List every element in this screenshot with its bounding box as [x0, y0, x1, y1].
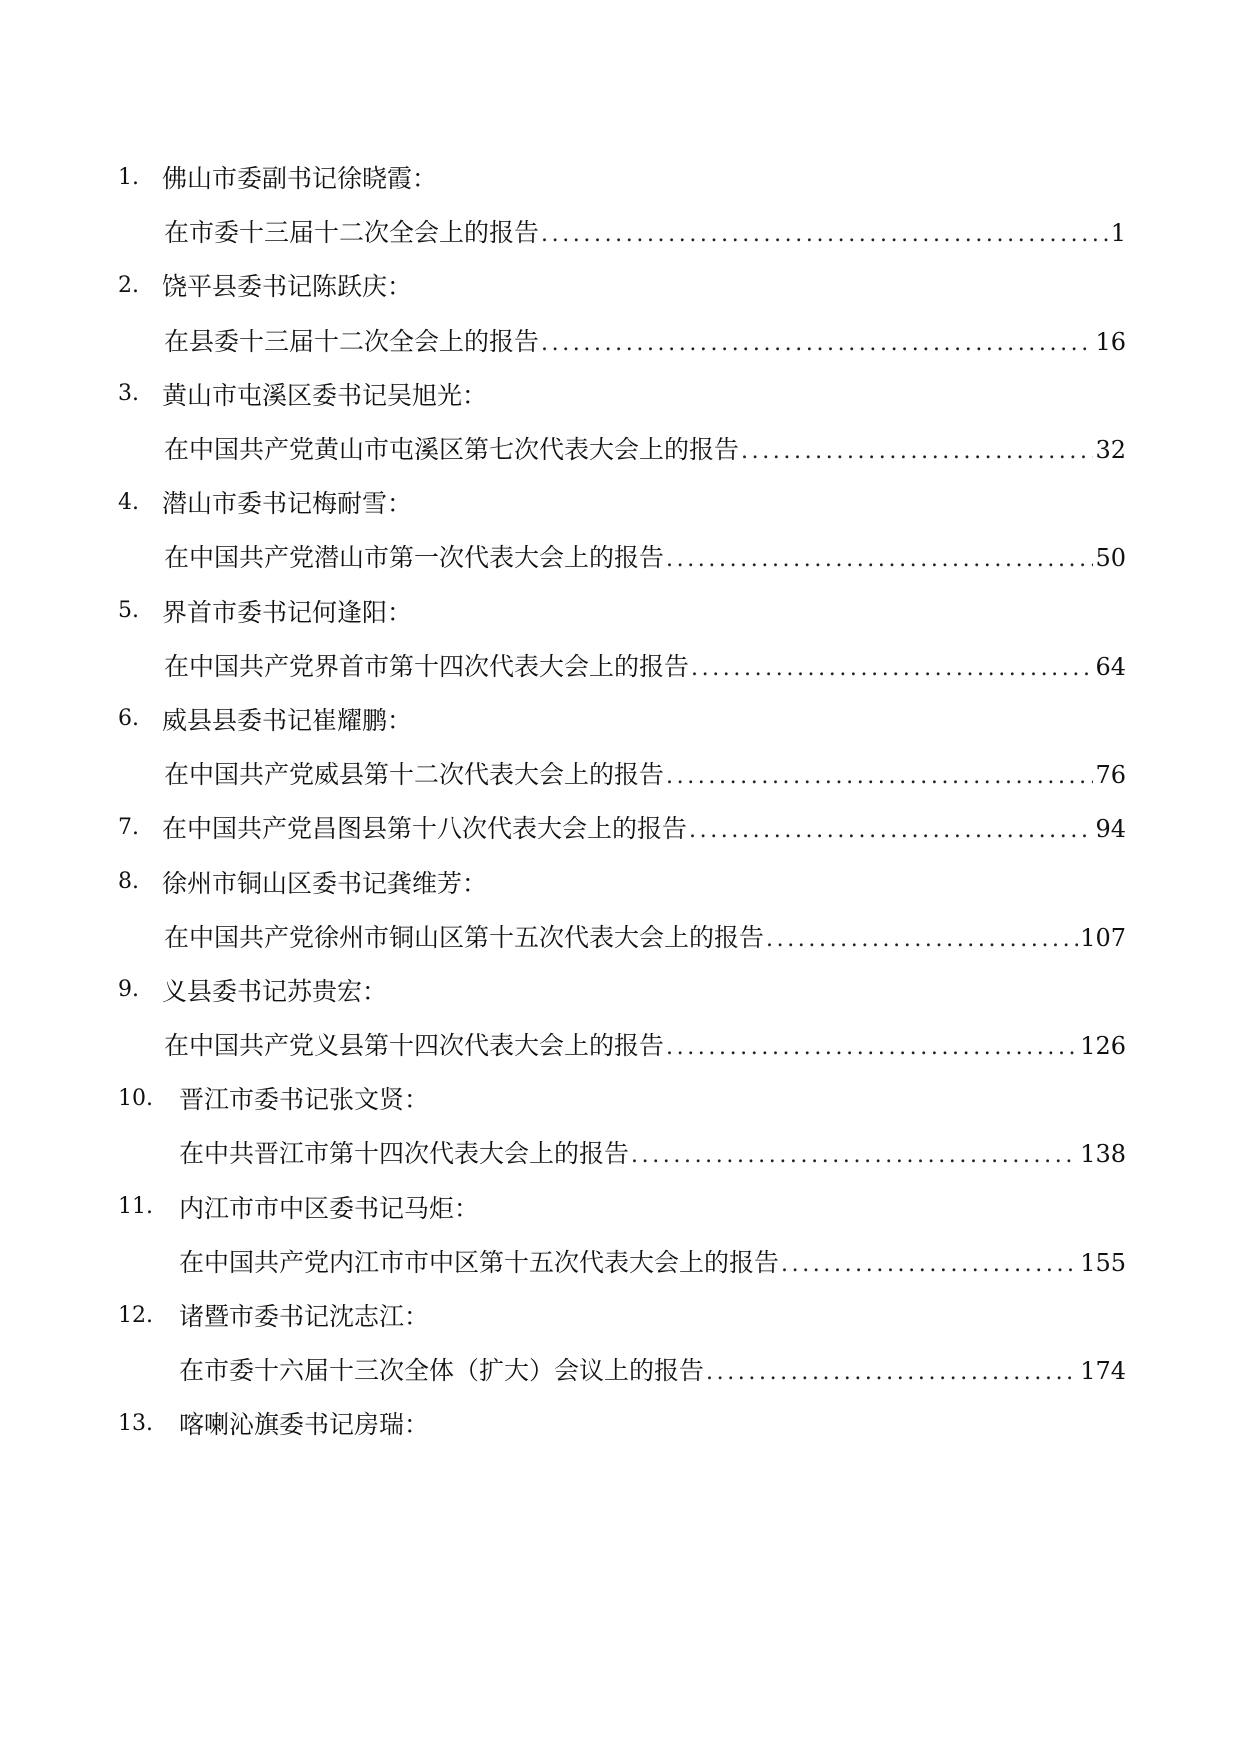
entry-speaker: 诸暨市委书记沈志江： — [179, 1302, 430, 1332]
toc-speaker-line — [118, 475, 1126, 529]
toc-entry[interactable] — [118, 204, 1126, 258]
entry-page-number: 174 — [1080, 1357, 1126, 1386]
entry-speaker: 徐州市铜山区委书记龚维芳： — [162, 868, 488, 898]
entry-speaker: 佛山市委副书记徐晓霞： — [162, 164, 438, 194]
leader-dots — [741, 439, 1093, 464]
entry-title: 在中国共产党威县第十二次代表大会上的报告 — [164, 760, 665, 790]
leader-dots — [666, 1035, 1078, 1060]
entry-number: 11. — [118, 1194, 153, 1220]
toc-speaker-line — [118, 963, 1126, 1017]
leader-dots — [691, 656, 1093, 681]
leader-dots — [666, 547, 1093, 572]
entry-number: 7. — [118, 814, 139, 840]
entry-number: 9. — [118, 977, 139, 1003]
entry-speaker: 喀喇沁旗委书记房瑞： — [179, 1410, 430, 1440]
toc-entry[interactable] — [118, 1017, 1126, 1071]
leader-dots — [766, 927, 1078, 952]
entry-page-number: 94 — [1095, 815, 1126, 844]
toc-entry[interactable] — [118, 1342, 1126, 1396]
entry-page-number: 1 — [1110, 219, 1126, 248]
table-of-contents — [118, 150, 1126, 1451]
leader-dots — [666, 764, 1093, 789]
leader-dots — [689, 818, 1093, 843]
entry-title: 在中国共产党徐州市铜山区第十五次代表大会上的报告 — [164, 922, 765, 952]
entry-number: 8. — [118, 869, 139, 895]
toc-entry[interactable] — [118, 800, 1126, 854]
toc-entry[interactable] — [118, 421, 1126, 475]
entry-title: 在市委十三届十二次全会上的报告 — [164, 218, 540, 248]
toc-entry[interactable] — [118, 1125, 1126, 1179]
entry-speaker: 威县县委书记崔耀鹏： — [162, 705, 413, 735]
toc-speaker-line — [118, 367, 1126, 421]
toc-speaker-line — [118, 150, 1126, 204]
entry-number: 13. — [118, 1410, 153, 1436]
entry-number: 1. — [118, 164, 139, 190]
leader-dots — [541, 222, 1109, 247]
toc-speaker-line — [118, 584, 1126, 638]
entry-title: 在中国共产党潜山市第一次代表大会上的报告 — [164, 543, 665, 573]
toc-speaker-line — [118, 1396, 1126, 1450]
entry-number: 12. — [118, 1302, 153, 1328]
entry-speaker: 义县委书记苏贵宏： — [162, 976, 388, 1006]
entry-page-number: 126 — [1080, 1032, 1126, 1061]
entry-page-number: 138 — [1080, 1140, 1126, 1169]
toc-speaker-line — [118, 258, 1126, 312]
toc-speaker-line — [118, 692, 1126, 746]
entry-title: 在中国共产党界首市第十四次代表大会上的报告 — [164, 651, 690, 681]
entry-number: 5. — [118, 598, 139, 624]
entry-speaker: 晋江市委书记张文贤： — [179, 1085, 430, 1115]
entry-number: 4. — [118, 489, 139, 515]
toc-entry[interactable] — [118, 529, 1126, 583]
entry-title: 在中国共产党内江市市中区第十五次代表大会上的报告 — [179, 1247, 780, 1277]
entry-title: 在中国共产党昌图县第十八次代表大会上的报告 — [162, 814, 688, 844]
entry-title: 在中国共产党义县第十四次代表大会上的报告 — [164, 1031, 665, 1061]
entry-number: 10. — [118, 1085, 153, 1111]
entry-page-number: 155 — [1080, 1248, 1126, 1277]
entry-page-number: 16 — [1095, 327, 1126, 356]
toc-entry[interactable] — [118, 909, 1126, 963]
entry-title: 在县委十三届十二次全会上的报告 — [164, 326, 540, 356]
entry-number: 2. — [118, 272, 139, 298]
toc-speaker-line — [118, 1071, 1126, 1125]
entry-speaker: 潜山市委书记梅耐雪： — [162, 489, 413, 519]
entry-page-number: 76 — [1095, 761, 1126, 790]
entry-page-number: 50 — [1095, 544, 1126, 573]
toc-speaker-line — [118, 1180, 1126, 1234]
toc-speaker-line — [118, 854, 1126, 908]
entry-speaker: 黄山市屯溪区委书记吴旭光： — [162, 380, 488, 410]
entry-page-number: 32 — [1095, 436, 1126, 465]
entry-title: 在市委十六届十三次全体（扩大）会议上的报告 — [179, 1356, 705, 1386]
entry-page-number: 107 — [1080, 923, 1126, 952]
entry-speaker: 界首市委书记何逢阳： — [162, 597, 413, 627]
entry-number: 3. — [118, 381, 139, 407]
entry-title: 在中共晋江市第十四次代表大会上的报告 — [179, 1139, 630, 1169]
toc-entry[interactable] — [118, 638, 1126, 692]
leader-dots — [631, 1143, 1078, 1168]
toc-entry[interactable] — [118, 313, 1126, 367]
entry-speaker: 饶平县委书记陈跃庆： — [162, 272, 413, 302]
leader-dots — [541, 331, 1093, 356]
toc-speaker-line — [118, 1288, 1126, 1342]
entry-page-number: 64 — [1095, 652, 1126, 681]
leader-dots — [781, 1252, 1078, 1277]
entry-title: 在中国共产党黄山市屯溪区第七次代表大会上的报告 — [164, 435, 740, 465]
toc-entry[interactable] — [118, 746, 1126, 800]
leader-dots — [706, 1360, 1078, 1385]
entry-speaker: 内江市市中区委书记马炬： — [179, 1193, 480, 1223]
entry-number: 6. — [118, 706, 139, 732]
toc-entry[interactable] — [118, 1234, 1126, 1288]
